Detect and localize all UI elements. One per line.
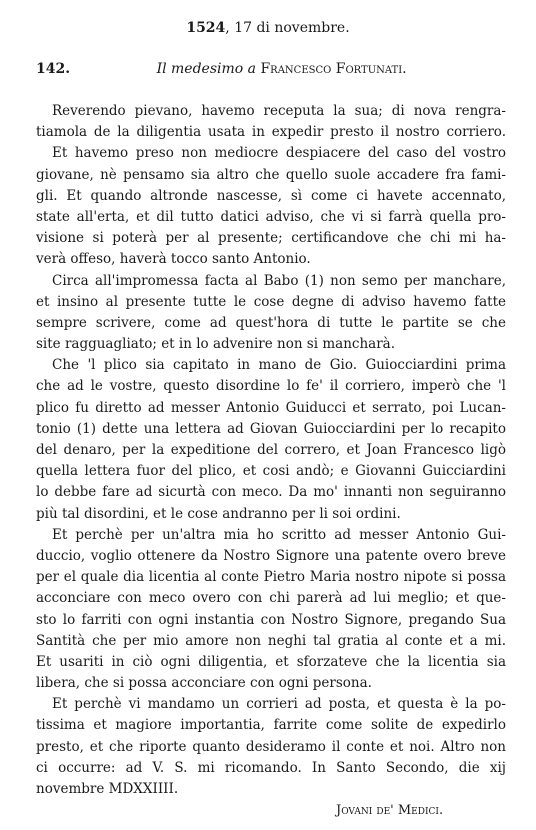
text-line: Et perchè vi mandamo un corrieri ad posta, et questa è la po-	[52, 696, 506, 713]
text-line: verà offeso, haverà tocco santo Antonio.	[36, 251, 311, 268]
letter-recipient: Francesco Fortunati.	[260, 61, 407, 77]
text-line: novembre MDXXIIII.	[36, 781, 179, 797]
text-line: tiamola de la diligentia usata in expedir presto il nostro corriero.	[36, 124, 506, 141]
text-line: tissima et magiore importantia, farrite come solite de expedirlo	[36, 717, 506, 734]
text-line: gli. Et quando altronde nascesse, sì come ci havete accennato,	[36, 187, 506, 204]
text-line: Et usariti in ciò ogni diligentia, et sforzateve che la licentia sia	[36, 653, 506, 670]
text-line: più tal disordini, et le cose andranno per li soi ordini.	[36, 505, 401, 522]
text-line: che ad le vostre, questo disordine lo fe' il corriero, imperò che 'l	[36, 378, 506, 395]
text-line: presto, et che riporte quanto desideramo il conte et noi. Altro non	[36, 738, 506, 755]
letter-date: , 17 di novembre.	[225, 20, 350, 36]
text-line: Santità che per mio amore non neghi tal gratia al conte et a mi.	[36, 632, 506, 649]
text-line: quella lettera fuor del plico, et cosi andò; e Giovanni Guicciardini	[36, 463, 506, 480]
text-line: state all'erta, et dil tutto datici adviso, che vi si farrà quella pro-	[36, 208, 506, 225]
text-line: del denaro, per la expeditione del correro, et Joan Francesco ligò	[36, 442, 506, 458]
letter-heading	[36, 61, 506, 77]
letter-year: 1524	[186, 20, 226, 36]
text-line: tonio (1) dette una lettera ad Giovan Guiocciardini per lo recapito	[36, 420, 506, 437]
text-line: Reverendo pievano, havemo receputa la sua; di nova rengra-	[52, 103, 506, 119]
text-line: plico fu diretto ad messer Antonio Guiducci et serrato, poi Lucan-	[36, 399, 506, 416]
text-line: lo debbe fare ad sicurtà con meco. Da mo' innanti non seguiranno	[36, 484, 506, 501]
text-line: libera, che si possa acconciare con ogni persona.	[36, 675, 372, 692]
text-line: giovane, nè pensamo sia altro che quello suole accadere fra fami-	[36, 166, 506, 183]
letter-title	[157, 61, 407, 77]
text-line: site ragguagliato; et in lo advenire non si mancharà.	[36, 336, 395, 353]
text-line: sempre scrivere, come ad quest'hora di tutte le partite se che	[36, 314, 506, 331]
letter-body	[36, 101, 506, 800]
text-line: visione si poterà per al presente; certificandove che chi mi ha-	[36, 230, 506, 247]
text-line: Et havemo preso non mediocre despiacere del caso del vostro	[52, 145, 506, 162]
date-line	[0, 20, 536, 36]
text-line: sto lo farriti con ogni instantia con Nostro Signore, pregando Sua	[36, 611, 506, 628]
text-line: Et perchè per un'altra mia ho scritto ad messer Antonio Gui-	[52, 526, 506, 543]
signature: Jovani de' Medici.	[336, 803, 444, 818]
text-line: per el quale dia licentia al conte Pietro Maria nostro nipote si possa	[36, 569, 506, 586]
letter-title-prefix: Il medesimo a	[156, 61, 256, 77]
text-line: ci occurre: ad V. S. mi ricomando. In Santo Secondo, die xij	[36, 759, 506, 776]
text-line: Circa all'impromessa facta al Babo (1) non semo per manchare,	[52, 272, 506, 289]
text-line: duccio, voglio ottenere da Nostro Signore una patente overo breve	[36, 547, 506, 564]
text-line: acconciare con meco overo con chi parerà ad lui meglio; et que-	[36, 590, 506, 607]
letter-number: 142.	[36, 61, 71, 77]
text-line: Che 'l plico sia capitato in mano de Gio. Guiocciardini prima	[52, 357, 506, 374]
text-line: et insino al presente tutte le cose degne di adviso havemo fatte	[36, 293, 506, 310]
